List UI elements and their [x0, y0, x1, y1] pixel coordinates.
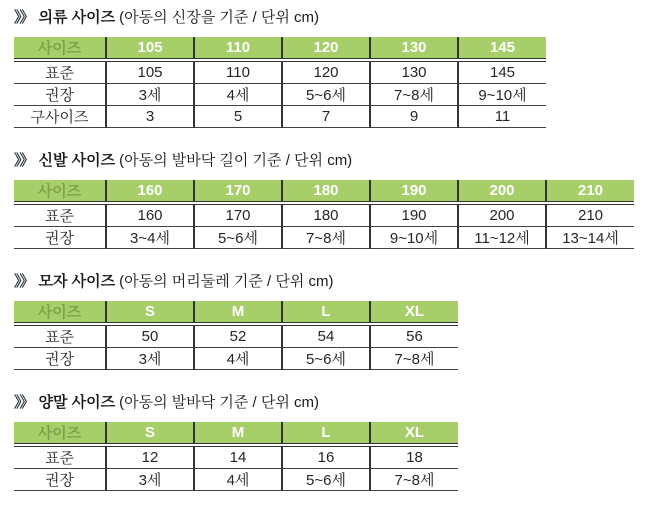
double-chevron-icon: 》》: [14, 394, 33, 411]
row-label-cell: 표준: [14, 324, 106, 348]
value-cell: 190: [370, 203, 458, 227]
size-section: [14, 8, 658, 128]
row-label-cell: 권장: [14, 227, 106, 249]
value-cell: 5: [194, 106, 282, 128]
size-section: [14, 151, 658, 249]
row-label-cell: 구사이즈: [14, 106, 106, 128]
row-label-cell: 권장: [14, 469, 106, 491]
size-section: [14, 393, 658, 491]
table-row: [14, 227, 634, 249]
value-cell: 180: [282, 203, 370, 227]
value-cell: 7: [282, 106, 370, 128]
section-title-note: (아동의 발바닥 기준 / 단위 cm): [119, 394, 320, 411]
value-cell: 4세: [194, 84, 282, 106]
table-header-row: [14, 37, 546, 60]
header-cell-size-value: 210: [546, 180, 634, 203]
size-table: [14, 37, 546, 128]
table-body: [14, 445, 458, 491]
size-section: [14, 272, 658, 370]
value-cell: 11: [458, 106, 546, 128]
table-body: [14, 60, 546, 128]
value-cell: 3: [106, 106, 194, 128]
value-cell: 7~8세: [370, 348, 458, 370]
value-cell: 4세: [194, 469, 282, 491]
table-row: [14, 469, 458, 491]
double-chevron-icon: 》》: [14, 152, 33, 169]
table-body: [14, 324, 458, 370]
value-cell: 52: [194, 324, 282, 348]
value-cell: 120: [282, 60, 370, 84]
header-cell-size-value: S: [106, 301, 194, 324]
table-header-row: [14, 422, 458, 445]
table-row: [14, 106, 546, 128]
header-cell-size-value: M: [194, 422, 282, 445]
value-cell: 9: [370, 106, 458, 128]
value-cell: 50: [106, 324, 194, 348]
value-cell: 5~6세: [282, 84, 370, 106]
row-label-cell: 권장: [14, 348, 106, 370]
header-cell-size-label: 사이즈: [14, 422, 106, 445]
value-cell: 7~8세: [282, 227, 370, 249]
header-cell-size-value: 160: [106, 180, 194, 203]
section-title-note: (아동의 신장을 기준 / 단위 cm): [119, 9, 320, 26]
header-cell-size-value: 200: [458, 180, 546, 203]
section-title: [14, 272, 658, 292]
table-row: [14, 60, 546, 84]
value-cell: 3세: [106, 469, 194, 491]
section-title-text: 양말 사이즈: [38, 394, 116, 411]
table-header-row: [14, 180, 634, 203]
table-row: [14, 324, 458, 348]
row-label-cell: 표준: [14, 445, 106, 469]
header-cell-size-value: 120: [282, 37, 370, 60]
value-cell: 110: [194, 60, 282, 84]
value-cell: 9~10세: [370, 227, 458, 249]
section-title-text: 의류 사이즈: [38, 9, 116, 26]
header-cell-size-value: 180: [282, 180, 370, 203]
value-cell: 11~12세: [458, 227, 546, 249]
double-chevron-icon: 》》: [14, 273, 33, 290]
value-cell: 210: [546, 203, 634, 227]
header-cell-size-value: M: [194, 301, 282, 324]
value-cell: 4세: [194, 348, 282, 370]
header-cell-size-value: 190: [370, 180, 458, 203]
value-cell: 105: [106, 60, 194, 84]
value-cell: 56: [370, 324, 458, 348]
section-title-note: (아동의 발바닥 길이 기준 / 단위 cm): [119, 152, 353, 169]
size-table: [14, 180, 634, 249]
value-cell: 3세: [106, 84, 194, 106]
header-cell-size-label: 사이즈: [14, 37, 106, 60]
value-cell: 3~4세: [106, 227, 194, 249]
size-table: [14, 422, 458, 491]
section-title: [14, 393, 658, 413]
value-cell: 160: [106, 203, 194, 227]
header-cell-size-label: 사이즈: [14, 180, 106, 203]
table-row: [14, 348, 458, 370]
value-cell: 13~14세: [546, 227, 634, 249]
value-cell: 9~10세: [458, 84, 546, 106]
value-cell: 54: [282, 324, 370, 348]
value-cell: 7~8세: [370, 84, 458, 106]
double-chevron-icon: 》》: [14, 9, 33, 26]
size-table: [14, 301, 458, 370]
value-cell: 5~6세: [194, 227, 282, 249]
header-cell-size-value: L: [282, 422, 370, 445]
value-cell: 3세: [106, 348, 194, 370]
section-title: [14, 151, 658, 171]
table-row: [14, 84, 546, 106]
table-body: [14, 203, 634, 249]
section-title-text: 신발 사이즈: [38, 152, 116, 169]
header-cell-size-label: 사이즈: [14, 301, 106, 324]
table-row: [14, 445, 458, 469]
section-title-text: 모자 사이즈: [38, 273, 116, 290]
value-cell: 5~6세: [282, 469, 370, 491]
table-header-row: [14, 301, 458, 324]
header-cell-size-value: 130: [370, 37, 458, 60]
value-cell: 5~6세: [282, 348, 370, 370]
row-label-cell: 표준: [14, 60, 106, 84]
value-cell: 7~8세: [370, 469, 458, 491]
header-cell-size-value: S: [106, 422, 194, 445]
row-label-cell: 권장: [14, 84, 106, 106]
section-title: [14, 8, 658, 28]
table-row: [14, 203, 634, 227]
header-cell-size-value: XL: [370, 422, 458, 445]
value-cell: 130: [370, 60, 458, 84]
section-title-note: (아동의 머리둘레 기준 / 단위 cm): [119, 273, 334, 290]
value-cell: 12: [106, 445, 194, 469]
value-cell: 170: [194, 203, 282, 227]
value-cell: 14: [194, 445, 282, 469]
header-cell-size-value: XL: [370, 301, 458, 324]
header-cell-size-value: 145: [458, 37, 546, 60]
header-cell-size-value: L: [282, 301, 370, 324]
header-cell-size-value: 110: [194, 37, 282, 60]
value-cell: 145: [458, 60, 546, 84]
header-cell-size-value: 170: [194, 180, 282, 203]
value-cell: 18: [370, 445, 458, 469]
header-cell-size-value: 105: [106, 37, 194, 60]
row-label-cell: 표준: [14, 203, 106, 227]
value-cell: 16: [282, 445, 370, 469]
size-guide-document: [14, 8, 658, 491]
value-cell: 200: [458, 203, 546, 227]
